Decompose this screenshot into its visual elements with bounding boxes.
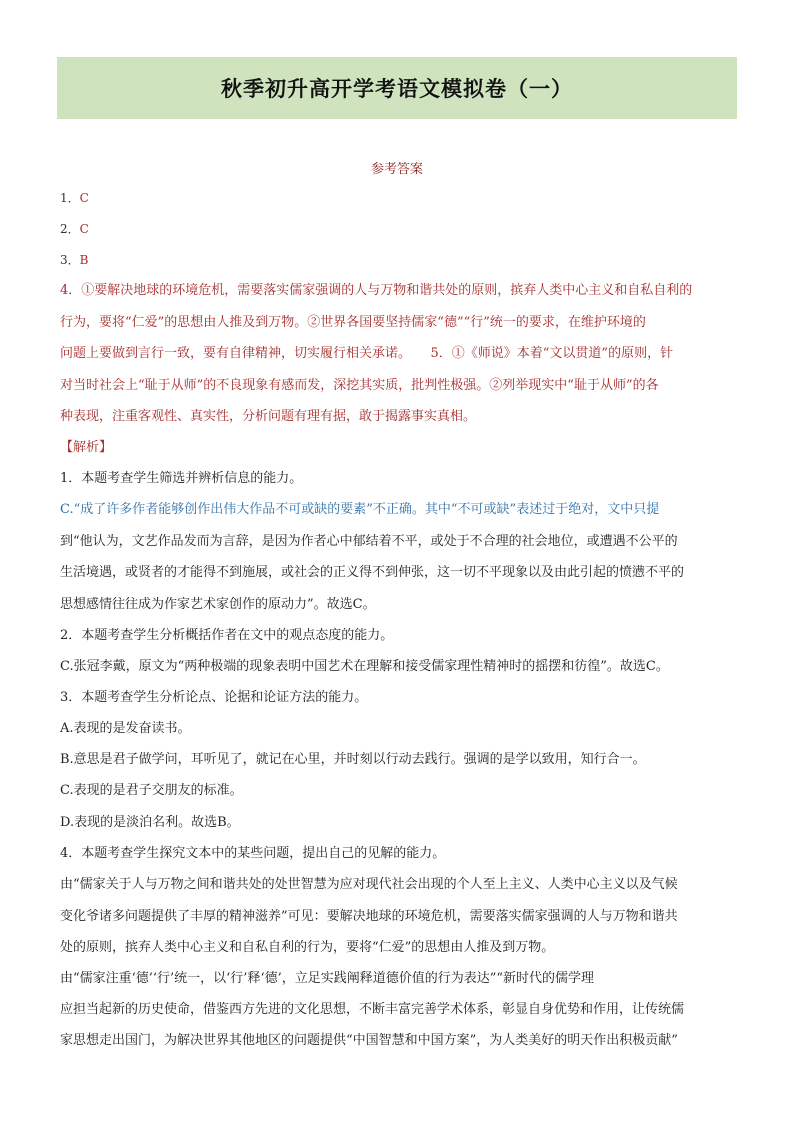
analysis-3-option-b: B.意思是君子做学问，耳听见了，就记在心里，并时刻以行动去践行。强调的是学以致用，知行合一。: [60, 752, 646, 767]
analysis-3-intro: 3．本题考查学生分析论点、论据和论证方法的能力。: [60, 690, 368, 705]
analysis-heading: 【解析】: [60, 440, 113, 455]
title-banner: [57, 57, 737, 119]
analysis-3-option-a: A.表现的是发奋读书。: [60, 721, 191, 736]
analysis-1-intro: 1．本题考查学生筛选并辨析信息的能力。: [60, 471, 303, 486]
answer-3-number: 3．: [60, 253, 80, 267]
answer-key-heading: 参考答案: [370, 162, 423, 177]
document-title: 秋季初升高开学考语文模拟卷（一）: [221, 77, 573, 101]
analysis-1-line-1: C.“成了许多作者能够创作出伟大作品不可或缺的要素”不正确。其中“不可或缺”表述过于绝对，文中只提: [60, 502, 660, 517]
analysis-4-line-2: 变化爷诸多问题提供了丰厚的精神滋养”可见：要解决地球的环境危机，需要落实儒家强调的人与万物和谐共: [60, 909, 678, 924]
answer-4-line-1: 4．①要解决地球的环境危机，需要落实儒家强调的人与万物和谐共处的原则，摈弃人类中心主义和自私自利的: [60, 283, 693, 298]
analysis-4-line-1: 由“儒家关于人与万物之间和谐共处的处世智慧为应对现代社会出现的个人至上主义、人类中心主义以及气候: [60, 877, 678, 892]
answer-2-number: 2．: [60, 222, 80, 236]
answer-1: [60, 189, 89, 207]
analysis-4-line-4: 由“儒家注重‘德’‘行’统一，以‘行’释‘德’，立足实践阐释道德价值的行为表达”“新时代的儒学理: [60, 971, 594, 986]
answer-2: [60, 220, 89, 238]
answer-5-line-2: 对当时社会上“耻于从师”的不良现象有感而发，深挖其实质，批判性极强。②列举现实中“耻于从师”的各: [60, 378, 659, 393]
analysis-2-line-1: C.张冠李戴，原文为“两种极端的现象表明中国艺术在理解和接受儒家理性精神时的摇摆和彷徨”。故选C。: [60, 659, 669, 674]
answer-5-line-3: 种表现，注重客观性、真实性，分析问题有理有据，敢于揭露事实真相。: [60, 409, 477, 424]
analysis-4-line-3: 处的原则，摈弃人类中心主义和自私自利的行为，要将“仁爱”的思想由人推及到万物。: [60, 940, 555, 955]
answer-4-line-2: 行为，要将“仁爱”的思想由人推及到万物。②世界各国要坚持儒家“德”“行”统一的要求，在维护环境的: [60, 315, 646, 330]
answer-1-number: 1．: [60, 191, 80, 205]
answer-2-value: C: [79, 222, 89, 236]
analysis-1-line-2: 到“他认为，文艺作品发而为言辞，是因为作者心中郁结着不平，或处于不合理的社会地位，或遭遇不公平的: [60, 534, 678, 549]
answer-1-value: C: [79, 191, 89, 205]
analysis-3-option-c: C.表现的是君子交朋友的标准。: [60, 783, 243, 798]
answer-3: [60, 251, 88, 269]
analysis-4-line-6: 家思想走出国门，为解决世界其他地区的问题提供“中国智慧和中国方案”，为人类美好的明天作出积极贡献”: [60, 1033, 678, 1048]
analysis-4-intro: 4．本题考查学生探究文本中的某些问题，提出自己的见解的能力。: [60, 846, 446, 861]
analysis-2-intro: 2．本题考查学生分析概括作者在文中的观点态度的能力。: [60, 628, 394, 643]
analysis-1-line-4: 思想感情往往成为作家艺术家创作的原动力”。故选C。: [60, 597, 376, 612]
analysis-1-line-3: 生活境遇，或贤者的才能得不到施展，或社会的正义得不到伸张，这一切不平现象以及由此引起的愤懑不平的: [60, 565, 685, 580]
analysis-4-line-5: 应担当起新的历史使命，借鉴西方先进的文化思想，不断丰富完善学术体系，彰显自身优势和作用，让传统儒: [60, 1002, 685, 1017]
answer-3-value: B: [79, 253, 89, 267]
answer-4-5-line-3: 问题上要做到言行一致，要有自律精神，切实履行相关承诺。 5．①《师说》本着“文以贯道”的原则，针: [60, 346, 674, 361]
analysis-3-option-d: D.表现的是淡泊名利。故选B。: [60, 815, 240, 830]
